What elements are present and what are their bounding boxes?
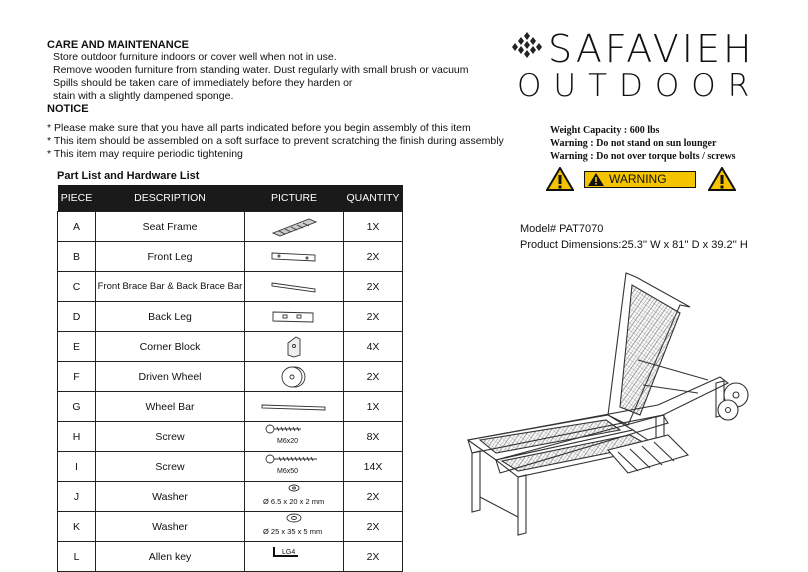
piece-cell: C bbox=[58, 272, 96, 302]
model-number: Model# PAT7070 bbox=[520, 223, 604, 235]
product-info bbox=[520, 221, 748, 253]
screw-size-label: M6x20 bbox=[277, 438, 299, 445]
care-line: stain with a slightly dampened sponge. bbox=[53, 90, 234, 102]
safavieh-mark-icon bbox=[512, 32, 542, 62]
description-cell: Front Brace Bar & Back Brace Bar bbox=[96, 272, 245, 302]
description-cell: Allen key bbox=[96, 542, 245, 572]
warning-banner-text: WARNING bbox=[609, 172, 667, 186]
quantity-cell: 2X bbox=[344, 542, 403, 572]
warning-block bbox=[550, 124, 736, 163]
picture-cell bbox=[245, 242, 344, 272]
care-text bbox=[53, 51, 469, 103]
quantity-cell: 2X bbox=[344, 482, 403, 512]
table-row bbox=[58, 422, 403, 452]
quantity-cell: 2X bbox=[344, 362, 403, 392]
piece-cell: E bbox=[58, 332, 96, 362]
care-line: Store outdoor furniture indoors or cover well when not in use. bbox=[53, 51, 337, 63]
care-line: Spills should be taken care of immediately before they harden or bbox=[53, 77, 353, 89]
notice-line: * This item may require periodic tightening bbox=[47, 148, 243, 160]
warning-line: Warning : Do not over torque bolts / screws bbox=[550, 151, 736, 162]
description-cell: Washer bbox=[96, 482, 245, 512]
table-row bbox=[58, 392, 403, 422]
description-cell: Back Leg bbox=[96, 302, 245, 332]
description-cell: Front Leg bbox=[96, 242, 245, 272]
description-cell: Corner Block bbox=[96, 332, 245, 362]
short-screw-icon bbox=[265, 424, 305, 434]
piece-cell: L bbox=[58, 542, 96, 572]
picture-cell bbox=[245, 302, 344, 332]
picture-cell bbox=[245, 212, 344, 242]
table-row bbox=[58, 212, 403, 242]
column-header: QUANTITY bbox=[344, 185, 403, 212]
piece-cell: F bbox=[58, 362, 96, 392]
corner-block-icon bbox=[282, 335, 306, 359]
notice-text bbox=[47, 122, 504, 161]
quantity-cell: 14X bbox=[344, 452, 403, 482]
product-dimensions: Product Dimensions:25.3'' W x 81'' D x 39.2'' H bbox=[520, 239, 748, 251]
wheel-bar-icon bbox=[259, 402, 329, 412]
warning-banner bbox=[584, 171, 696, 188]
table-row bbox=[58, 332, 403, 362]
description-cell: Seat Frame bbox=[96, 212, 245, 242]
front-leg-icon bbox=[269, 250, 319, 264]
table-row bbox=[58, 512, 403, 542]
picture-cell bbox=[245, 452, 344, 482]
warning-small-icon bbox=[588, 173, 604, 186]
notice-line: * Please make sure that you have all parts indicated before you begin assembly of this item bbox=[47, 122, 471, 134]
picture-cell bbox=[245, 392, 344, 422]
column-header: DESCRIPTION bbox=[96, 185, 245, 212]
piece-cell: G bbox=[58, 392, 96, 422]
description-cell: Driven Wheel bbox=[96, 362, 245, 392]
screw-size-label: M6x50 bbox=[277, 468, 299, 475]
table-row bbox=[58, 242, 403, 272]
warning-line: Warning : Do not stand on sun lounger bbox=[550, 138, 717, 149]
quantity-cell: 2X bbox=[344, 512, 403, 542]
washer-size-label: Ø 25 x 35 x 5 mm bbox=[263, 527, 323, 536]
parts-title: Part List and Hardware List bbox=[57, 170, 200, 182]
table-row bbox=[58, 302, 403, 332]
table-row bbox=[58, 452, 403, 482]
washer-size-label: Ø 6.5 x 20 x 2 mm bbox=[263, 497, 325, 506]
allen-key-size-label: LG4 bbox=[282, 549, 296, 556]
piece-cell: A bbox=[58, 212, 96, 242]
table-row bbox=[58, 362, 403, 392]
weight-capacity: Weight Capacity : 600 lbs bbox=[550, 125, 660, 136]
brace-bar-icon bbox=[269, 280, 319, 294]
wheel-icon bbox=[281, 364, 307, 390]
parts-table bbox=[57, 185, 403, 572]
quantity-cell: 1X bbox=[344, 212, 403, 242]
picture-cell bbox=[245, 272, 344, 302]
small-washer-icon bbox=[288, 484, 300, 492]
quantity-cell: 2X bbox=[344, 242, 403, 272]
quantity-cell: 8X bbox=[344, 422, 403, 452]
piece-cell: I bbox=[58, 452, 96, 482]
quantity-cell: 2X bbox=[344, 272, 403, 302]
brand-name: SAFAVIEH bbox=[548, 27, 755, 71]
piece-cell: H bbox=[58, 422, 96, 452]
brand-sub: OUTDOOR bbox=[517, 68, 762, 104]
quantity-cell: 4X bbox=[344, 332, 403, 362]
picture-cell bbox=[245, 482, 344, 512]
care-line: Remove wooden furniture from standing water. Dust regularly with small brush or vacuum bbox=[53, 64, 469, 76]
table-row bbox=[58, 542, 403, 572]
piece-cell: D bbox=[58, 302, 96, 332]
long-screw-icon bbox=[265, 454, 321, 464]
seat-frame-icon bbox=[269, 217, 319, 237]
table-header-row bbox=[58, 185, 403, 212]
description-cell: Screw bbox=[96, 452, 245, 482]
table-row bbox=[58, 482, 403, 512]
piece-cell: K bbox=[58, 512, 96, 542]
large-washer-icon bbox=[286, 513, 302, 523]
column-header: PIECE bbox=[58, 185, 96, 212]
back-leg-icon bbox=[269, 309, 319, 325]
care-heading: CARE AND MAINTENANCE bbox=[47, 39, 189, 51]
quantity-cell: 2X bbox=[344, 302, 403, 332]
picture-cell bbox=[245, 422, 344, 452]
piece-cell: J bbox=[58, 482, 96, 512]
column-header: PICTURE bbox=[245, 185, 344, 212]
picture-cell bbox=[245, 332, 344, 362]
table-row bbox=[58, 272, 403, 302]
description-cell: Wheel Bar bbox=[96, 392, 245, 422]
warning-triangle-icon bbox=[708, 167, 736, 191]
description-cell: Washer bbox=[96, 512, 245, 542]
sun-lounger-illustration bbox=[458, 265, 758, 540]
notice-heading: NOTICE bbox=[47, 103, 89, 115]
warning-triangle-icon bbox=[546, 167, 574, 191]
picture-cell bbox=[245, 542, 344, 572]
quantity-cell: 1X bbox=[344, 392, 403, 422]
notice-line: * This item should be assembled on a soft surface to prevent scratching the finish during assembly bbox=[47, 135, 504, 147]
description-cell: Screw bbox=[96, 422, 245, 452]
picture-cell bbox=[245, 362, 344, 392]
piece-cell: B bbox=[58, 242, 96, 272]
picture-cell bbox=[245, 512, 344, 542]
